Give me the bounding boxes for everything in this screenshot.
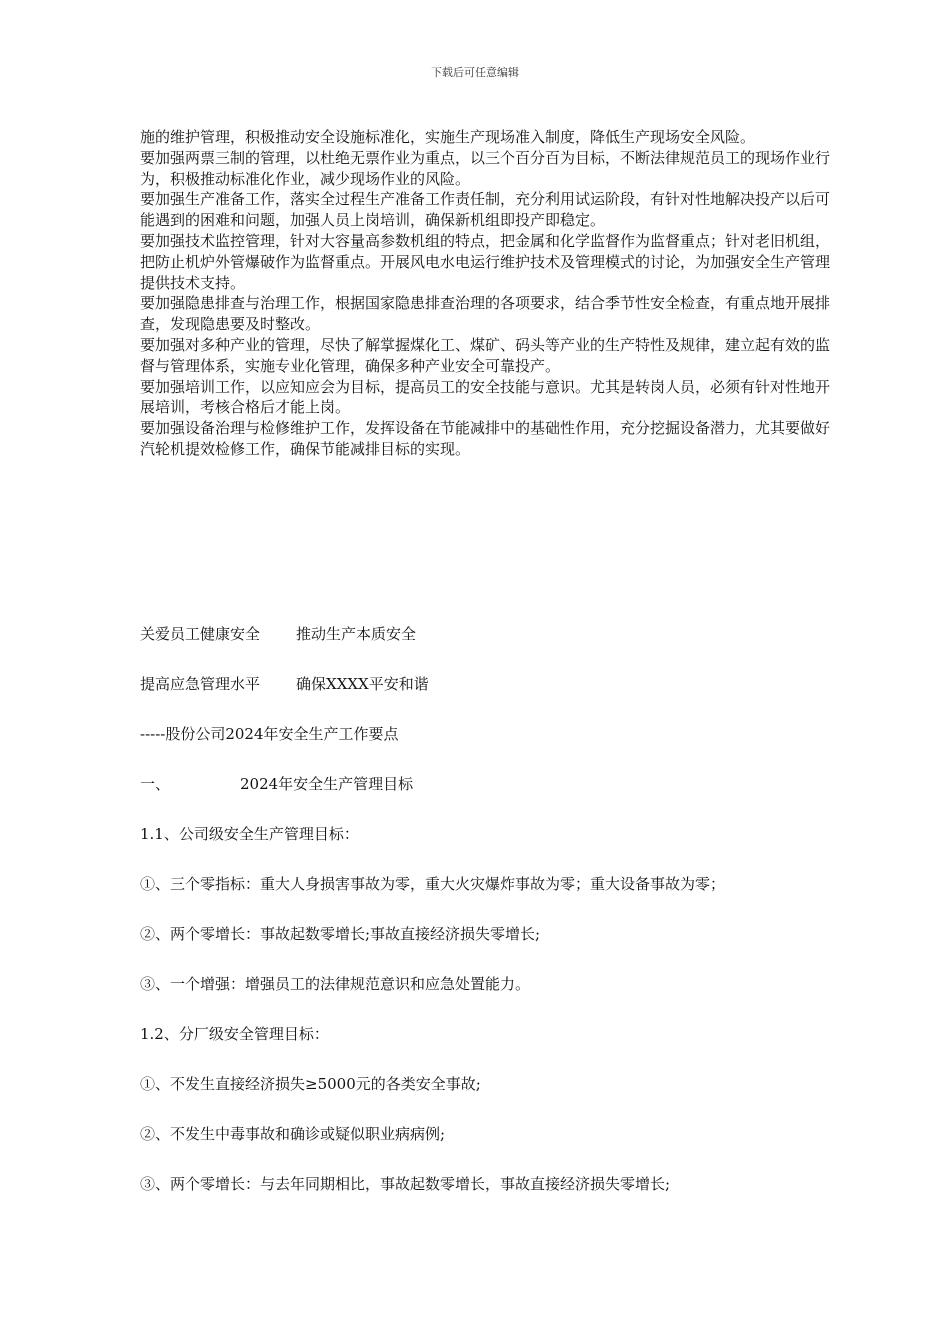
paragraph: 要加强两票三制的管理，以杜绝无票作业为重点，以三个百分百为目标，不断法律规范员工的现场作业行为，积极推动标准化作业，减少现场作业的风险。 — [140, 148, 831, 188]
goal-item: 1.1、公司级安全生产管理目标： — [140, 825, 359, 843]
slogan-line — [140, 672, 830, 722]
paragraph: 要加强隐患排查与治理工作，根据国家隐患排查治理的各项要求，结合季节性安全检查，有重点地开展排查，发现隐患要及时整改。 — [140, 294, 831, 334]
section-heading — [140, 772, 830, 822]
goal-item: 1.2、分厂级安全管理目标： — [140, 1025, 329, 1043]
slogan-left: 提高应急管理水平 — [140, 675, 261, 693]
body-paragraphs — [140, 127, 830, 460]
goal-item: ③、一个增强：增强员工的法律规范意识和应急处置能力。 — [140, 975, 531, 993]
goal-item: ①、三个零指标：重大人身损害事故为零，重大火灾爆炸事故为零；重大设备事故为零； — [140, 875, 726, 893]
slogan-left: 关爱员工健康安全 — [140, 625, 261, 643]
goals-section — [140, 622, 830, 1222]
page-header: 下载后可任意编辑 — [431, 66, 519, 79]
paragraph: 要加强生产准备工作，落实全过程生产准备工作责任制，充分利用试运阶段，有针对性地解决投产以后可能遇到的困难和问题，加强人员上岗培训，确保新机组即投产即稳定。 — [140, 190, 831, 230]
goal-item: ②、两个零增长：事故起数零增长;事故直接经济损失零增长; — [140, 925, 541, 943]
document-subtitle: -----股份公司2024年安全生产工作要点 — [140, 725, 399, 743]
slogan-line — [140, 622, 830, 672]
goal-item: ②、不发生中毒事故和确诊或疑似职业病病例; — [140, 1125, 446, 1143]
section-title: 2024年安全生产管理目标 — [240, 775, 414, 793]
paragraph: 要加强设备治理与检修维护工作，发挥设备在节能减排中的基础性作用，充分挖掘设备潜力，尤其要做好汽轮机提效检修工作，确保节能减排目标的实现。 — [140, 419, 831, 458]
paragraph: 要加强技术监控管理，针对大容量高参数机组的特点，把金属和化学监督作为监督重点；针对老旧机组，把防止机炉外管爆破作为监督重点。开展风电水电运行维护技术及管理模式的讨论，为加强安全生产管理提供技术支持。 — [140, 231, 831, 292]
section-number: 一、 — [140, 775, 171, 793]
paragraph: 要加强培训工作，以应知应会为目标，提高员工的安全技能与意识。尤其是转岗人员，必须有针对性地开展培训，考核合格后才能上岗。 — [140, 377, 831, 417]
slogan-right: 确保XXXX平安和谐 — [296, 675, 429, 693]
slogan-right: 推动生产本质安全 — [296, 625, 417, 643]
paragraph: 施的维护管理，积极推动安全设施标准化，实施生产现场准入制度，降低生产现场安全风险。 — [140, 128, 756, 146]
goal-item: ③、两个零增长：与去年同期相比，事故起数零增长，事故直接经济损失零增长; — [140, 1175, 671, 1193]
paragraph: 要加强对多种产业的管理，尽快了解掌握煤化工、煤矿、码头等产业的生产特性及规律，建立起有效的监督与管理体系，实施专业化管理，确保多种产业安全可靠投产。 — [140, 335, 831, 375]
goal-item: ①、不发生直接经济损失≥5000元的各类安全事故; — [140, 1075, 481, 1093]
